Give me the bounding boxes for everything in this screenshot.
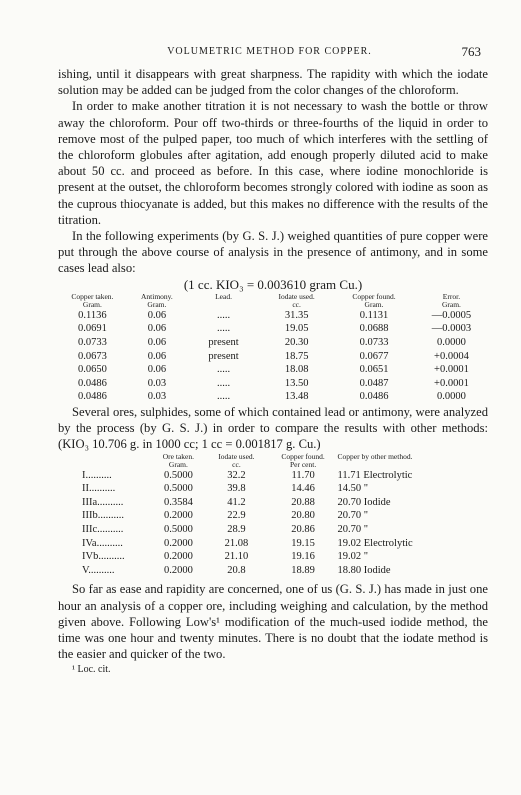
table-cell: ..... bbox=[216, 309, 231, 321]
column-unit: Gram. bbox=[147, 299, 167, 309]
table-cell: IIIb.......... bbox=[82, 510, 124, 522]
table-cell: 41.2 bbox=[227, 496, 246, 508]
table-row bbox=[58, 537, 488, 551]
table-cell: 0.1136 bbox=[78, 309, 107, 321]
copper-antimony-table bbox=[58, 293, 488, 404]
table-cell: IIIa.......... bbox=[82, 496, 124, 508]
table-cell: 22.9 bbox=[227, 510, 246, 522]
column-header: Ore taken. bbox=[162, 451, 194, 461]
column-header: Copper found. bbox=[352, 291, 396, 301]
table-cell: —0.0003 bbox=[431, 323, 472, 335]
table-cell: 19.02 " bbox=[337, 551, 369, 563]
table-cell: 0.0733 bbox=[77, 337, 107, 349]
table-cell: 0.0733 bbox=[359, 337, 389, 349]
table-cell: 0.0651 bbox=[359, 364, 389, 376]
table-cell: IVb.......... bbox=[82, 551, 125, 563]
table-cell: 14.50 " bbox=[337, 483, 369, 495]
column-header: Antimony. bbox=[140, 291, 173, 301]
column-header: Iodate used. bbox=[278, 291, 315, 301]
table-cell: ..... bbox=[216, 364, 231, 376]
table-cell: 11.70 bbox=[291, 469, 315, 481]
table-cell: 21.10 bbox=[224, 551, 249, 563]
table-cell: 0.0486 bbox=[77, 391, 107, 403]
table-cell: 11.71 Electrolytic bbox=[337, 469, 413, 481]
table-row bbox=[58, 350, 488, 364]
column-unit: Gram. bbox=[168, 459, 188, 469]
table-cell: 0.0487 bbox=[359, 377, 389, 389]
table-cell: +0.0001 bbox=[434, 364, 469, 376]
column-header: Iodate used. bbox=[218, 451, 255, 461]
column-unit: Gram. bbox=[364, 299, 384, 309]
table-cell: 0.0677 bbox=[359, 350, 389, 362]
paragraph-2: In order to make another titration it is not necessary to wash the bottle or throw away the chloroform. Pour off two-thirds or three-fourths of the liquid in order to remove most of the pulped paper, too much of which interferes with the settling of the chloroform globules after agitation, add enough properly diluted acid to make about 50 cc. and proceed as before. In this case, where iodine monochloride is present at the outset, the chloroform becomes strongly colored with iodine as soon as the cuprous thiocyanate is added, but this makes no difference with the results of the titration. bbox=[58, 99, 488, 227]
table-cell: 0.03 bbox=[147, 377, 167, 389]
table-cell: 20.70 " bbox=[337, 523, 369, 535]
table-cell: 0.1131 bbox=[359, 309, 389, 321]
table-cell: 0.0688 bbox=[359, 323, 389, 335]
table-cell: —0.0005 bbox=[431, 309, 472, 321]
table-cell: 21.08 bbox=[224, 537, 249, 549]
table-row bbox=[58, 336, 488, 350]
table-cell: 0.3584 bbox=[163, 496, 193, 508]
table-header-units-row bbox=[58, 461, 488, 469]
table-cell: 0.5000 bbox=[163, 469, 193, 481]
table-cell: 18.75 bbox=[284, 350, 309, 362]
table-cell: 19.05 bbox=[284, 323, 309, 335]
table-cell: 32.2 bbox=[227, 469, 246, 481]
table-cell: 0.06 bbox=[147, 323, 167, 335]
table-row bbox=[58, 482, 488, 496]
table-cell: 0.2000 bbox=[163, 551, 193, 563]
column-header: Copper taken. bbox=[71, 291, 114, 301]
table-cell: 0.06 bbox=[147, 350, 167, 362]
table-row bbox=[58, 496, 488, 510]
table-cell: 39.8 bbox=[227, 483, 246, 495]
table-row bbox=[58, 523, 488, 537]
column-unit bbox=[58, 461, 153, 469]
table-header-units-row bbox=[58, 301, 488, 309]
table-cell: 0.0650 bbox=[77, 364, 107, 376]
column-header: Copper by other method. bbox=[337, 451, 413, 461]
table-cell: 18.80 Iodide bbox=[337, 564, 391, 576]
table-cell: I.......... bbox=[82, 469, 112, 481]
table-row bbox=[58, 550, 488, 564]
table-cell: ..... bbox=[216, 391, 231, 403]
column-header bbox=[58, 453, 153, 461]
paragraph-5: So far as ease and rapidity are concerned, one of us (G. S. J.) has made in just one hour an analysis of a copper ore, including weighing and calculation, by the method given above. Following Low's¹ modification of the much-used iodide method, the time was one hour and twenty minutes. There is no doubt that the iodate method is the easier and quicker of the two. bbox=[58, 582, 488, 662]
table-cell: 19.16 bbox=[291, 551, 315, 563]
table-cell: 20.30 bbox=[284, 337, 309, 349]
table-row bbox=[58, 564, 488, 578]
table-cell: 31.35 bbox=[284, 309, 309, 321]
table-cell: 0.06 bbox=[147, 337, 167, 349]
column-unit: Gram. bbox=[82, 299, 102, 309]
table-cell: 18.08 bbox=[284, 364, 309, 376]
table-cell: ..... bbox=[216, 323, 231, 335]
table-header-row bbox=[58, 293, 488, 301]
table-cell: 0.0691 bbox=[77, 323, 107, 335]
table-cell: 20.86 bbox=[291, 523, 315, 535]
column-header: Lead. bbox=[215, 291, 232, 301]
column-unit: cc. bbox=[292, 299, 301, 309]
table-cell: present bbox=[208, 337, 239, 349]
table-cell: +0.0004 bbox=[434, 350, 469, 362]
table-cell: 0.2000 bbox=[163, 537, 193, 549]
table-cell: 20.70 " bbox=[337, 510, 369, 522]
table-cell: 0.0000 bbox=[436, 391, 466, 403]
table-cell: 28.9 bbox=[227, 523, 246, 535]
table-row bbox=[58, 322, 488, 336]
column-unit: Per cent. bbox=[289, 459, 317, 469]
column-unit: cc. bbox=[232, 459, 241, 469]
table-cell: 19.02 Electrolytic bbox=[337, 537, 413, 549]
table-cell: ..... bbox=[216, 377, 231, 389]
table-cell: 0.03 bbox=[147, 391, 167, 403]
column-header: Copper found. bbox=[281, 451, 325, 461]
table-cell: 20.88 bbox=[291, 496, 315, 508]
table-cell: 0.5000 bbox=[163, 523, 193, 535]
table-cell: 0.2000 bbox=[163, 564, 193, 576]
table-row bbox=[58, 309, 488, 323]
table-cell: 0.0673 bbox=[77, 350, 107, 362]
table-cell: 0.5000 bbox=[163, 483, 193, 495]
paragraph-1: ishing, until it disappears with great sharpness. The rapidity with which the iodate solution may be added can be judged from the color changes of the chloroform. bbox=[58, 67, 488, 98]
iodate-factor-formula: (1 cc. KIO₃ = 0.003610 gram Cu.) bbox=[183, 276, 363, 292]
page-number: 763 bbox=[461, 44, 481, 59]
table-cell: 0.0486 bbox=[359, 391, 389, 403]
table-row bbox=[58, 377, 488, 391]
table-cell: present bbox=[208, 350, 239, 362]
table-cell: +0.0001 bbox=[434, 377, 469, 389]
table-cell: 13.50 bbox=[284, 377, 309, 389]
column-header: Error. bbox=[442, 291, 461, 301]
table-cell: 0.0486 bbox=[77, 377, 107, 389]
paragraph-4: Several ores, sulphides, some of which contained lead or antimony, were analyzed by the process (by G. S. J.) in order to compare the results with other methods: (KIO₃ 10.706 g. in 1000 cc; 1 cc = 0.001817 g. Cu.) bbox=[58, 405, 488, 452]
paragraph-3: In the following experiments (by G. S. J.) weighed quantities of pure copper were put through the above course of analysis in the presence of antimony, and in some cases lead also: bbox=[58, 229, 488, 276]
table-row bbox=[58, 469, 488, 483]
table-cell: IIIc.......... bbox=[82, 523, 124, 535]
ore-analysis-table bbox=[58, 453, 488, 578]
table-cell: 14.46 bbox=[291, 483, 315, 495]
table-cell: 20.8 bbox=[227, 564, 246, 576]
table-header-row bbox=[58, 453, 488, 461]
column-unit bbox=[187, 301, 260, 309]
table-cell: 20.70 Iodide bbox=[337, 496, 391, 508]
table-cell: 0.2000 bbox=[163, 510, 193, 522]
table-row bbox=[58, 509, 488, 523]
table-row bbox=[58, 363, 488, 377]
table-cell: 0.0000 bbox=[436, 337, 466, 349]
page-body bbox=[58, 66, 488, 679]
table-cell: II.......... bbox=[82, 483, 116, 495]
footnote: ¹ Loc. cit. bbox=[72, 664, 111, 676]
table-cell: V.......... bbox=[82, 564, 115, 576]
table-cell: 0.06 bbox=[147, 364, 167, 376]
table-cell: 20.80 bbox=[291, 510, 315, 522]
table-cell: 18.89 bbox=[291, 564, 315, 576]
table-cell: IVa.......... bbox=[82, 537, 123, 549]
running-title: VOLUMETRIC METHOD FOR COPPER. bbox=[167, 46, 372, 57]
table-cell: 19.15 bbox=[291, 537, 315, 549]
column-unit: Gram. bbox=[441, 299, 461, 309]
running-header bbox=[58, 44, 481, 60]
column-unit bbox=[337, 461, 488, 469]
table-row bbox=[58, 390, 488, 404]
table-cell: 13.48 bbox=[284, 391, 309, 403]
table-cell: 0.06 bbox=[147, 309, 167, 321]
